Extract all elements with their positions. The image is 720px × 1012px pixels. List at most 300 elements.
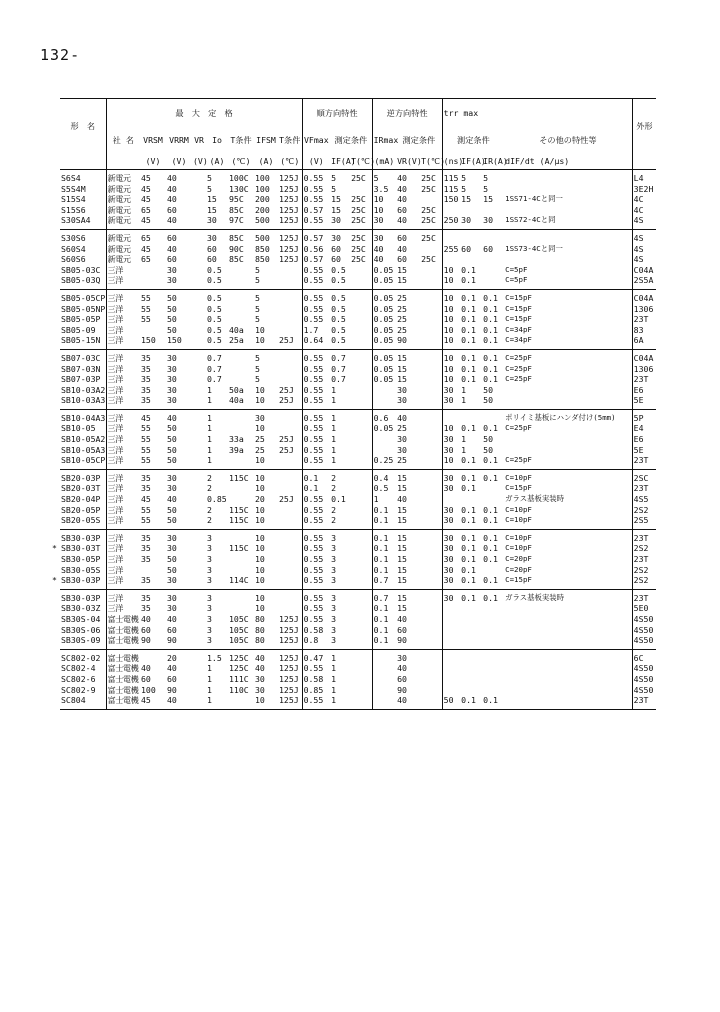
cell-vrrm: 30	[167, 374, 177, 385]
cell-ir-vr: 30	[397, 434, 407, 445]
cell-tcond2	[278, 543, 302, 554]
cell-vf-if: 2	[331, 472, 337, 483]
cell-other: ガラス基板実装時	[504, 589, 632, 603]
cell-vf-t	[350, 515, 372, 529]
cell-outline: 4S50	[633, 613, 654, 624]
cell-type: SC802-9	[60, 685, 106, 696]
cell-vfmax: 0.55	[302, 695, 330, 709]
cell-maker: 三洋	[107, 352, 123, 363]
cell-ifsm: 200	[255, 204, 270, 215]
cell-vfmax: 0.55	[302, 515, 330, 529]
cell-vf-if: 3	[330, 635, 350, 649]
cell-other	[504, 170, 632, 184]
cell-maker: 三洋	[107, 532, 123, 543]
cell-ir-t	[420, 625, 442, 636]
cell-outline: 1306	[633, 363, 654, 374]
cell-maker: 新電元	[107, 183, 131, 194]
cell-tcond2: 25J	[278, 335, 302, 349]
cell-type: SB20-04P	[60, 494, 106, 505]
cell-vrrm: 40	[167, 194, 177, 205]
cell-vr	[192, 494, 206, 505]
cell-irmax: 0.05	[373, 352, 394, 363]
cell-vfmax: 0.55	[303, 613, 324, 624]
cell-trr-if: 5	[461, 183, 467, 194]
cell-trr-if	[460, 663, 482, 674]
cell-vf-if: 3	[331, 554, 337, 564]
cell-vf-if: 0.5	[331, 292, 346, 303]
cell-ir-vr: 40	[396, 695, 420, 709]
cell-vrrm: 40	[166, 695, 192, 709]
cell-vrsm: 35	[141, 352, 151, 363]
cell-trr-ns: 10	[443, 324, 454, 335]
cell-vfmax: 0.57	[303, 204, 324, 215]
cell-ifsm: 10	[254, 395, 278, 409]
cell-tcond2: 125J	[278, 184, 302, 195]
cell-vf-if: 5	[331, 173, 337, 183]
cell-vf-if: 3	[331, 532, 337, 543]
cell-vf-t	[350, 409, 372, 423]
cell-tcond2	[278, 505, 302, 516]
cell-irmax: 0.1	[373, 504, 389, 515]
cell-maker: 富士電機	[107, 684, 139, 695]
table-row	[60, 215, 656, 229]
cell-vr	[192, 635, 206, 649]
cell-irmax: 0.05	[373, 374, 394, 385]
cell-vf-if: 0.5	[331, 324, 346, 335]
cell-other	[504, 445, 632, 456]
cell-outline: 5E0	[633, 603, 649, 614]
cell-ir-vr: 40	[397, 494, 407, 505]
cell-trr-ns: 10	[443, 352, 454, 363]
cell-trr-ns: 10	[443, 303, 454, 314]
cell-vfmax: 0.55	[302, 395, 330, 409]
cell-trr-ns: 30	[443, 592, 454, 603]
cell-vr	[192, 625, 206, 636]
cell-tcond1: 111C	[229, 673, 249, 684]
cell-maker: 三洋	[107, 472, 123, 483]
cell-ir-vr: 25	[397, 303, 407, 314]
cell-io: 5	[207, 183, 212, 194]
cell-vrrm: 50	[167, 324, 177, 335]
cell-other: C=20pF	[504, 565, 632, 576]
cell-tcond1: 115C	[229, 504, 249, 515]
cell-vrsm: 45	[141, 183, 151, 194]
cell-vrrm: 30	[167, 532, 177, 543]
cell-io: 5	[207, 173, 212, 183]
cell-vrrm: 50	[167, 423, 177, 434]
cell-trr-ns	[442, 614, 460, 625]
cell-ir-t	[420, 674, 442, 685]
cell-trr-ns: 30	[443, 472, 454, 483]
row-group	[60, 289, 656, 349]
cell-outline: 2S2	[633, 504, 649, 515]
cell-ifsm: 20	[255, 494, 265, 505]
cell-vrrm: 60	[167, 204, 177, 215]
cell-io: 1	[207, 444, 212, 455]
cell-ifsm: 10	[255, 504, 265, 515]
cell-tcond2: 125J	[278, 614, 302, 625]
cell-other: 1SS71-4Cと同一	[504, 194, 632, 205]
cell-trr-ir	[482, 625, 504, 636]
cell-vr	[192, 483, 206, 494]
cell-vf-t	[350, 469, 372, 483]
cell-irmax: 10	[373, 194, 384, 205]
cell-trr-ir: 50	[483, 434, 493, 445]
cell-vf-t: 25C	[350, 215, 372, 229]
table-row	[60, 674, 656, 685]
table-row	[60, 364, 656, 375]
cell-tcond2	[278, 483, 302, 494]
cell-vf-if: 2	[330, 515, 350, 529]
cell-ifsm: 40	[255, 652, 265, 663]
cell-ir-t: 25C	[420, 229, 442, 243]
cell-ir-vr: 40	[397, 613, 407, 624]
cell-outline: 4S50	[632, 635, 656, 649]
cell-ir-vr: 15	[397, 352, 407, 363]
cell-maker: 三洋	[107, 412, 123, 423]
cell-vr	[192, 589, 206, 603]
cell-vrsm: 45	[140, 695, 166, 709]
header-tcond1: T条件	[230, 134, 252, 145]
table-row	[60, 685, 656, 696]
cell-ir-t	[420, 469, 442, 483]
cell-vrrm: 60	[167, 254, 177, 265]
table-row	[60, 515, 656, 529]
cell-vrsm	[140, 265, 166, 276]
cell-vfmax: 0.55	[303, 494, 324, 505]
cell-vf-if: 0.5	[331, 303, 346, 314]
cell-irmax: 0.1	[373, 603, 389, 614]
cell-vfmax: 0.56	[303, 243, 324, 254]
cell-vf-if: 3	[331, 564, 337, 575]
cell-vfmax: 0.85	[303, 684, 324, 695]
cell-maker: 新電元	[107, 173, 131, 183]
cell-vf-t	[350, 314, 372, 325]
cell-vrrm: 30	[167, 384, 177, 395]
cell-vfmax: 0.55	[303, 603, 324, 614]
cell-type: S60S4	[60, 244, 106, 255]
cell-vrsm: 65	[141, 204, 151, 215]
cell-trr-if	[460, 635, 482, 649]
cell-outline: 1306	[633, 303, 654, 314]
cell-ifsm: 10	[255, 472, 265, 483]
cell-ifsm: 10	[255, 423, 265, 434]
header-tcond2: T条件	[278, 127, 302, 153]
cell-type: * SB30-03T	[60, 543, 106, 554]
row-group	[60, 469, 656, 529]
table-row	[60, 455, 656, 469]
cell-vfmax: 0.55	[303, 173, 324, 183]
table-row	[60, 529, 656, 543]
cell-io: 0.5	[207, 264, 222, 275]
cell-trr-ns	[442, 649, 460, 663]
cell-trr-ns: 30	[443, 532, 454, 543]
cell-vf-t	[350, 184, 372, 195]
cell-maker: 富士電機	[107, 673, 139, 684]
cell-tcond2	[278, 554, 302, 565]
cell-vfmax: 0.55	[303, 194, 324, 205]
cell-ir-vr: 15	[396, 575, 420, 589]
cell-maker: 三洋	[107, 444, 123, 455]
cell-tcond1: 40a	[229, 324, 244, 335]
asterisk-mark: *	[52, 575, 57, 586]
cell-maker: 三洋	[106, 575, 140, 589]
cell-trr-if	[460, 409, 482, 423]
cell-maker: 富士電機	[106, 635, 140, 649]
cell-ir-vr: 30	[397, 384, 407, 395]
cell-vr	[192, 434, 206, 445]
table-row	[60, 205, 656, 216]
cell-vrrm: 60	[167, 673, 177, 684]
cell-maker: 三洋	[107, 483, 123, 494]
cell-vf-if: 1	[331, 412, 337, 423]
cell-ir-vr: 60	[397, 204, 407, 215]
unit-t1: (℃)	[228, 153, 254, 170]
cell-tcond1	[228, 565, 254, 576]
cell-irmax: 3.5	[373, 183, 389, 194]
cell-tcond1: 95C	[229, 194, 244, 205]
cell-tcond1	[228, 304, 254, 315]
header-vrrm: VRRM	[169, 134, 189, 145]
cell-ir-t	[420, 423, 442, 434]
cell-io: 0.5	[207, 292, 222, 303]
cell-outline: 23T	[633, 374, 649, 385]
cell-type: SB20-03T	[60, 483, 106, 494]
cell-ir-vr: 15	[397, 554, 407, 564]
table-row	[60, 483, 656, 494]
cell-maker: 富士電機	[107, 652, 139, 663]
cell-type: SB05-05P	[60, 314, 106, 325]
cell-vrsm: 150	[140, 335, 166, 349]
cell-other	[504, 385, 632, 396]
cell-other: C=20pF	[504, 554, 632, 565]
cell-other	[504, 434, 632, 445]
cell-irmax: 40	[373, 254, 384, 265]
header-forward: 順方向特性	[302, 99, 372, 128]
cell-ir-vr: 15	[396, 515, 420, 529]
cell-ifsm: 10	[254, 575, 278, 589]
cell-vf-t	[350, 575, 372, 589]
cell-maker: 新電元	[107, 243, 131, 254]
cell-vrrm: 30	[167, 363, 177, 374]
cell-tcond2	[278, 603, 302, 614]
cell-tcond2	[278, 289, 302, 303]
cell-ifsm: 40	[255, 663, 265, 674]
table-row	[60, 385, 656, 396]
table-row	[60, 565, 656, 576]
cell-vr	[192, 244, 206, 255]
cell-ifsm: 10	[255, 564, 265, 575]
cell-vfmax: 0.55	[303, 384, 324, 395]
cell-type: SB30-05P	[60, 554, 106, 565]
cell-other	[504, 635, 632, 649]
cell-irmax: 0.05	[373, 324, 394, 335]
unit-ifsm: (A)	[254, 153, 278, 170]
cell-tcond1: 40a	[228, 395, 254, 409]
cell-ir-t: 25C	[420, 184, 442, 195]
cell-vrsm: 90	[140, 635, 166, 649]
cell-ir-vr: 40	[397, 243, 407, 254]
cell-vrsm: 35	[141, 603, 151, 614]
cell-vrsm: 35	[141, 543, 151, 554]
cell-vrrm: 90	[167, 684, 177, 695]
cell-vrrm: 30	[166, 575, 192, 589]
unit-t2: (℃)	[278, 153, 302, 170]
table-row	[60, 469, 656, 483]
cell-ir-vr: 25	[397, 314, 407, 325]
table-row	[60, 395, 656, 409]
cell-vf-t	[350, 494, 372, 505]
cell-irmax: 0.05	[373, 423, 394, 434]
cell-vrrm: 50	[167, 314, 177, 325]
cell-io: 2	[206, 515, 228, 529]
cell-tcond2: 125J	[278, 215, 302, 229]
cell-maker: 三洋	[106, 455, 140, 469]
cell-type: SB30-03Z	[60, 603, 106, 614]
cell-tcond1	[228, 265, 254, 276]
cell-trr-ir: 5	[483, 183, 489, 194]
cell-io: 1.5	[207, 652, 222, 663]
cell-ir-vr: 90	[396, 635, 420, 649]
cell-tcond2	[278, 349, 302, 363]
cell-vr	[192, 505, 206, 516]
cell-trr-ir	[482, 603, 504, 614]
unit-ifa: IF(A)	[460, 153, 482, 170]
cell-ir-vr: 40	[397, 183, 407, 194]
cell-outline: 4S	[633, 232, 644, 243]
cell-outline: 4C	[633, 194, 644, 205]
cell-other	[504, 254, 632, 265]
cell-ifsm: 10	[255, 554, 265, 564]
cell-trr-ir: 0.1	[483, 292, 498, 303]
cell-ir-vr: 60	[397, 254, 407, 265]
cell-vf-t	[350, 349, 372, 363]
cell-vf-t: 25C	[350, 194, 372, 205]
cell-ir-t	[420, 304, 442, 315]
cell-tcond2	[278, 265, 302, 276]
table-row	[60, 325, 656, 336]
cell-trr-ir: 30	[482, 215, 504, 229]
cell-vrsm: 55	[141, 504, 151, 515]
cell-vf-if: 1	[331, 423, 337, 434]
cell-vr	[192, 275, 206, 289]
cell-tcond2: 25J	[278, 395, 302, 409]
cell-vf-if: 0.5	[330, 335, 350, 349]
unit-ira: IR(A)	[482, 153, 504, 170]
cell-vf-t	[350, 543, 372, 554]
cell-ir-t	[420, 374, 442, 385]
cell-vf-t	[350, 325, 372, 336]
cell-tcond2	[278, 423, 302, 434]
cell-other: C=25pF	[504, 349, 632, 363]
cell-vf-t	[350, 385, 372, 396]
cell-maker: 富士電機	[107, 624, 139, 635]
cell-vr	[192, 349, 206, 363]
cell-tcond2: 125J	[278, 685, 302, 696]
cell-irmax: 0.1	[372, 635, 396, 649]
cell-trr-if: 5	[461, 173, 467, 183]
cell-outline: 2S5	[632, 515, 656, 529]
cell-vrsm: 35	[141, 472, 151, 483]
cell-vrrm: 20	[167, 652, 177, 663]
cell-type: SB30-03P	[60, 589, 106, 603]
cell-io: 3	[206, 575, 228, 589]
cell-outline: E4	[633, 423, 644, 434]
cell-type: SB20-05P	[60, 505, 106, 516]
cell-ir-t	[420, 244, 442, 255]
cell-ir-t	[420, 494, 442, 505]
cell-trr-if: 15	[461, 194, 471, 205]
cell-vrsm: 65	[141, 232, 151, 243]
cell-tcond1	[228, 423, 254, 434]
cell-vf-if: 1	[331, 673, 337, 684]
cell-tcond1	[228, 529, 254, 543]
spec-table-container	[52, 98, 656, 710]
cell-maker: 新電元	[107, 204, 131, 215]
cell-vfmax: 1.7	[303, 324, 319, 335]
cell-other	[504, 695, 632, 709]
cell-vfmax: 0.55	[302, 215, 330, 229]
cell-trr-ns	[442, 494, 460, 505]
cell-io: 3	[207, 592, 212, 603]
cell-vf-t	[350, 589, 372, 603]
cell-outline: 4S5	[633, 494, 649, 505]
cell-io: 15	[207, 194, 217, 205]
cell-io: 60	[207, 254, 217, 265]
cell-irmax: 1	[373, 494, 379, 505]
cell-other	[504, 663, 632, 674]
cell-vr	[192, 289, 206, 303]
cell-other: ポリイミ基板にハンダ付け(5mm)	[504, 409, 632, 423]
cell-vrsm: 35	[141, 374, 151, 385]
cell-vfmax: 0.64	[302, 335, 330, 349]
cell-vfmax: 0.55	[303, 444, 324, 455]
cell-trr-ns	[442, 685, 460, 696]
cell-vrsm: 45	[141, 412, 151, 423]
cell-vr	[192, 170, 206, 184]
cell-vfmax: 0.55	[302, 575, 330, 589]
cell-vfmax: 0.8	[302, 635, 330, 649]
cell-maker: 三洋	[107, 314, 123, 325]
cell-irmax	[372, 685, 396, 696]
cell-vrrm: 40	[167, 173, 177, 183]
cell-ir-vr: 60	[397, 673, 407, 684]
asterisk-mark: *	[52, 543, 57, 554]
cell-vfmax: 0.55	[303, 423, 324, 434]
table-row	[60, 589, 656, 603]
cell-other	[504, 603, 632, 614]
cell-trr-ir	[482, 635, 504, 649]
cell-vf-if: 0.7	[331, 374, 346, 385]
cell-trr-ns	[442, 663, 460, 674]
cell-trr-ir: 0.1	[482, 515, 504, 529]
cell-tcond2: 125J	[278, 244, 302, 255]
cell-ifsm: 5	[255, 292, 260, 303]
cell-vf-if: 3	[331, 624, 337, 635]
cell-trr-if: 60	[461, 243, 471, 254]
cell-io: 3	[207, 543, 212, 554]
row-group	[60, 229, 656, 289]
cell-type: SB20-05S	[60, 515, 106, 529]
cell-vr	[192, 695, 206, 709]
cell-trr-if: 0.1	[460, 275, 482, 289]
cell-ir-t	[420, 335, 442, 349]
cell-other: 1SS72-4Cと同	[504, 215, 632, 229]
cell-tcond2	[278, 364, 302, 375]
cell-maker: 三洋	[106, 395, 140, 409]
cell-outline: 4S50	[633, 663, 654, 674]
cell-tcond2	[278, 374, 302, 385]
